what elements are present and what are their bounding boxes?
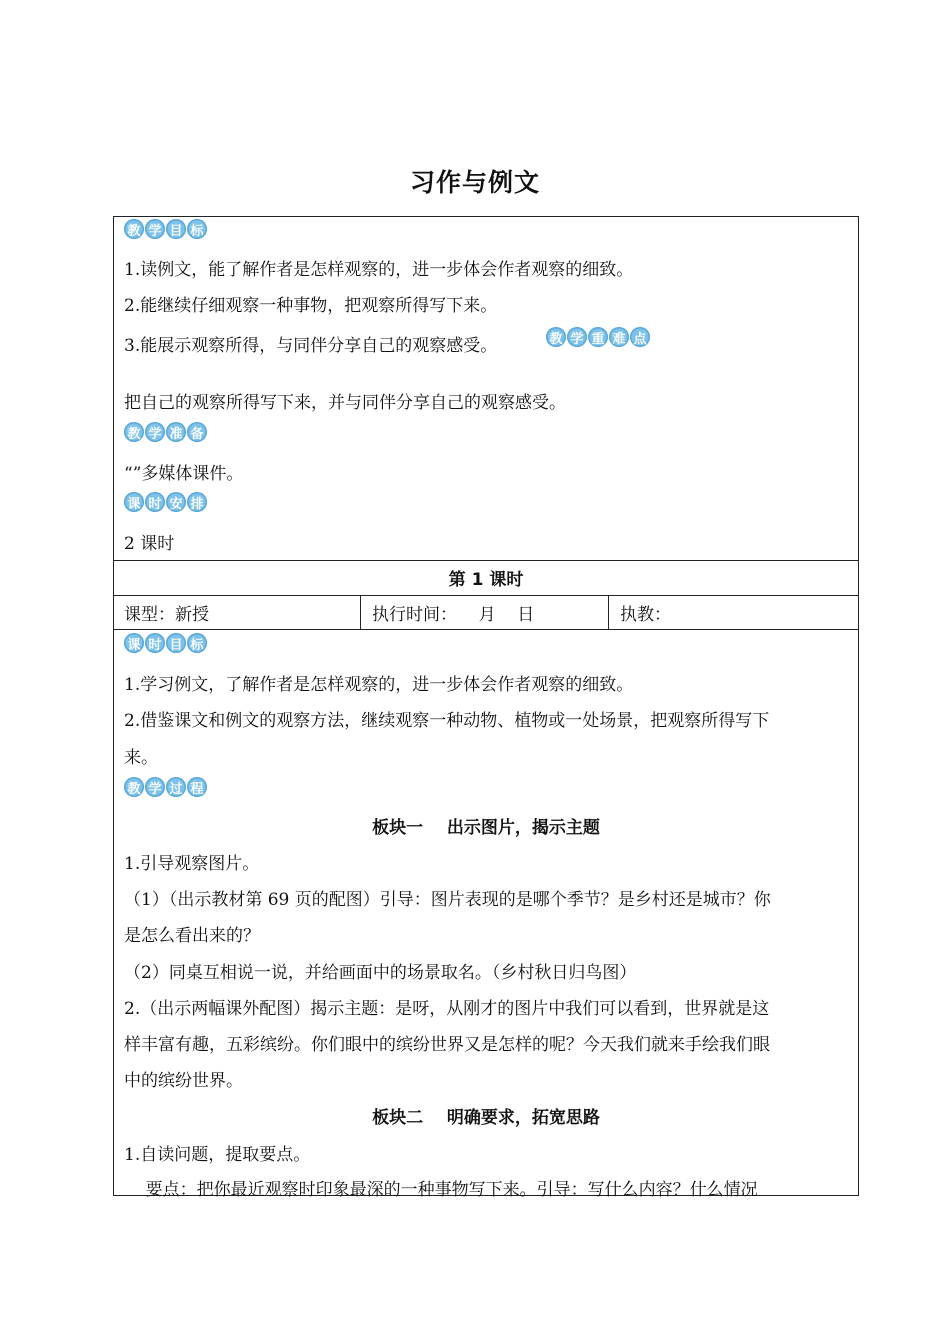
lesson-goal-item: 1.学习例文，了解作者是怎样观察的，进一步体会作者观察的细致。: [124, 675, 634, 695]
section-line: 样丰富有趣，五彩缤纷。你们眼中的缤纷世界又是怎样的呢？今天我们就来手绘我们眼: [124, 1035, 770, 1055]
badge-lesson-goals: 课 时 目 标: [124, 633, 207, 653]
goal-item: 1.读例文，能了解作者是怎样观察的，进一步体会作者观察的细致。: [124, 260, 634, 280]
section-line: 2.（出示两幅课外配图）揭示主题：是呀，从刚才的图片中我们可以看到，世界就是这: [124, 999, 770, 1019]
table-rule: [114, 629, 858, 630]
section-line: 1.自读问题，提取要点。: [124, 1145, 311, 1165]
table-rule: [114, 595, 858, 596]
lesson-time: 执行时间： 月 日: [372, 605, 535, 625]
section-line: （1）（出示教材第 69 页的配图）引导：图片表现的是哪个季节？是乡村还是城市？你: [124, 890, 771, 910]
section-heading: 板块二 明确要求，拓宽思路: [372, 1108, 600, 1128]
section-line: 中的缤纷世界。: [124, 1071, 243, 1091]
section-line: 要点：把你最近观察时印象最深的一种事物写下来。引导：写什么内容？什么情况: [124, 1180, 758, 1200]
goal-item: 3.能展示观察所得，与同伴分享自己的观察感受。: [124, 336, 498, 356]
badge-teaching-goals: 教 学 目 标: [124, 219, 207, 239]
lesson-plan-table: [113, 216, 859, 1200]
badge-key-points: 教 学 重 难 点: [546, 327, 650, 347]
page-title: 习作与例文: [409, 168, 540, 197]
table-rule: [360, 595, 361, 629]
prep-text: “”多媒体课件。: [124, 464, 244, 484]
lesson-teacher: 执教：: [620, 605, 671, 625]
goal-item: 2.能继续仔细观察一种事物，把观察所得写下来。: [124, 296, 498, 316]
badge-schedule: 课 时 安 排: [124, 492, 207, 512]
section-line: 1.引导观察图片。: [124, 854, 260, 874]
badge-teaching-prep: 教 学 准 备: [124, 422, 207, 442]
table-rule: [608, 595, 609, 629]
badge-teaching-process: 教 学 过 程: [124, 777, 207, 797]
lesson-type: 课型：新授: [124, 605, 209, 625]
schedule-text: 2 课时: [124, 534, 175, 554]
key-points-text: 把自己的观察所得写下来，并与同伴分享自己的观察感受。: [124, 393, 566, 413]
lesson-goal-item: 来。: [124, 748, 158, 768]
table-rule: [114, 560, 858, 561]
section-line: 是怎么看出来的？: [124, 926, 260, 946]
section-heading: 板块一 出示图片，揭示主题: [372, 818, 600, 838]
section-line: （2）同桌互相说一说，并给画面中的场景取名。（乡村秋日归鸟图）: [124, 963, 637, 983]
lesson-heading: 第 1 课时: [448, 570, 524, 590]
lesson-goal-item: 2.借鉴课文和例文的观察方法，继续观察一种动物、植物或一处场景，把观察所得写下: [124, 711, 770, 731]
